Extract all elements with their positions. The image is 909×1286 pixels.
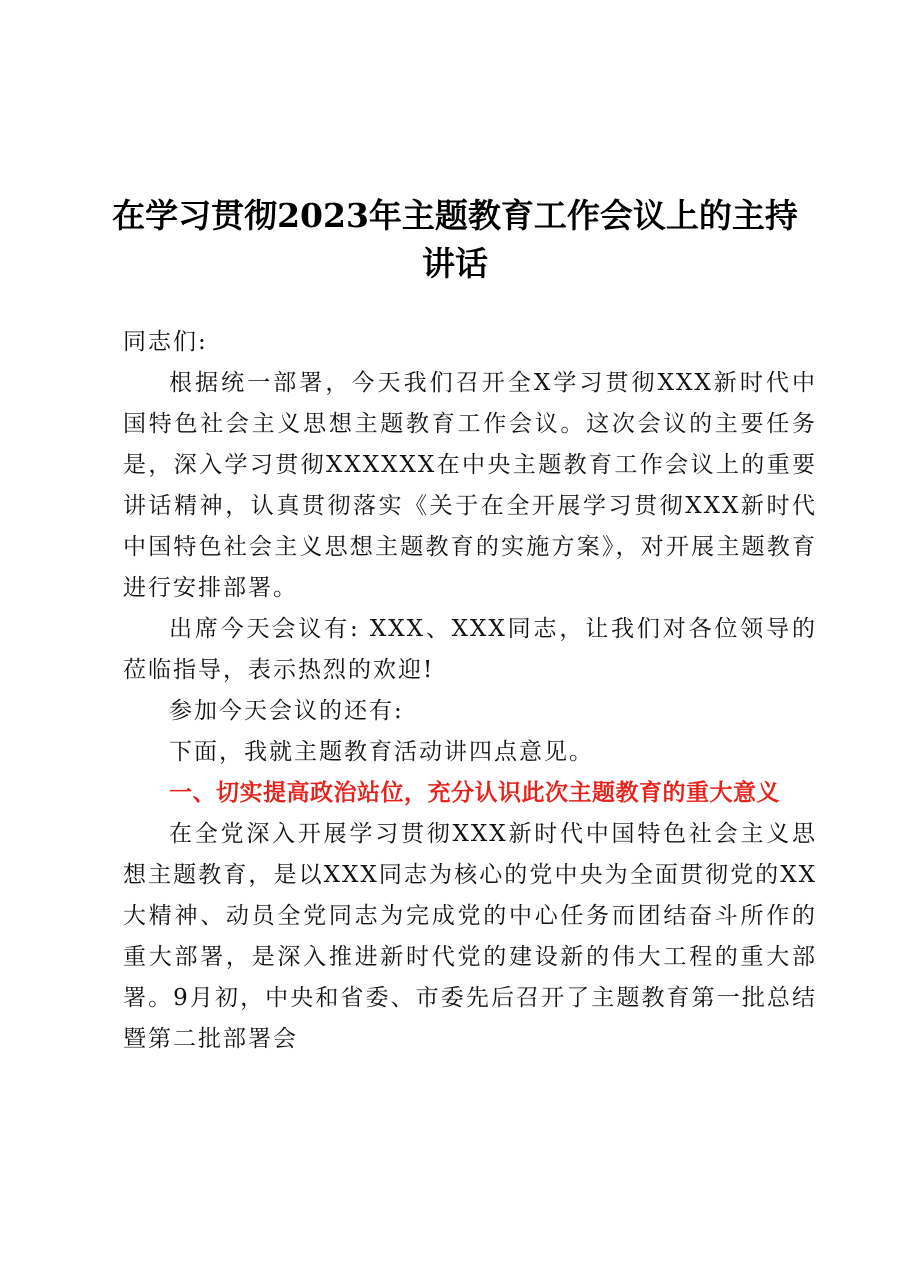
paragraph-participants: 参加今天会议的还有: [169, 698, 404, 724]
salutation: 同志们: [123, 329, 208, 355]
paragraph-attendees: 出席今天会议有: XXX、XXX同志，让我们对各位领导的莅临指导，表示热烈的欢迎! [123, 616, 817, 683]
document-title: 在学习贯彻2023年主题教育工作会议上的主持讲话 [112, 196, 798, 283]
document-body [123, 322, 817, 1060]
section-paragraph: 在全党深入开展学习贯彻XXX新时代中国特色社会主义思想主题教育，是以XXX同志为核心的党中央为全面贯彻党的XX大精神、动员全党同志为完成党的中心任务而团结奋斗所作的重大部署，是深入推进新时代党的建设新的伟大工程的重大部署。9月初，中央和省委、市委先后召开了主题教育第一批总结暨第二批部署会 [123, 821, 817, 1052]
paragraph-intro: 根据统一部署，今天我们召开全X学习贯彻XXX新时代中国特色社会主义思想主题教育工作会议。这次会议的主要任务是，深入学习贯彻XXXXXX在中央主题教育工作会议上的重要讲话精神，认真贯彻落实《关于在全开展学习贯彻XXX新时代中国特色社会主义思想主题教育的实施方案》，对开展主题教育进行安排部署。 [123, 370, 817, 601]
paragraph-outline: 下面，我就主题教育活动讲四点意见。 [169, 739, 594, 765]
section-heading: 一、切实提高政治站位，充分认识此次主题教育的重大意义 [169, 780, 780, 806]
